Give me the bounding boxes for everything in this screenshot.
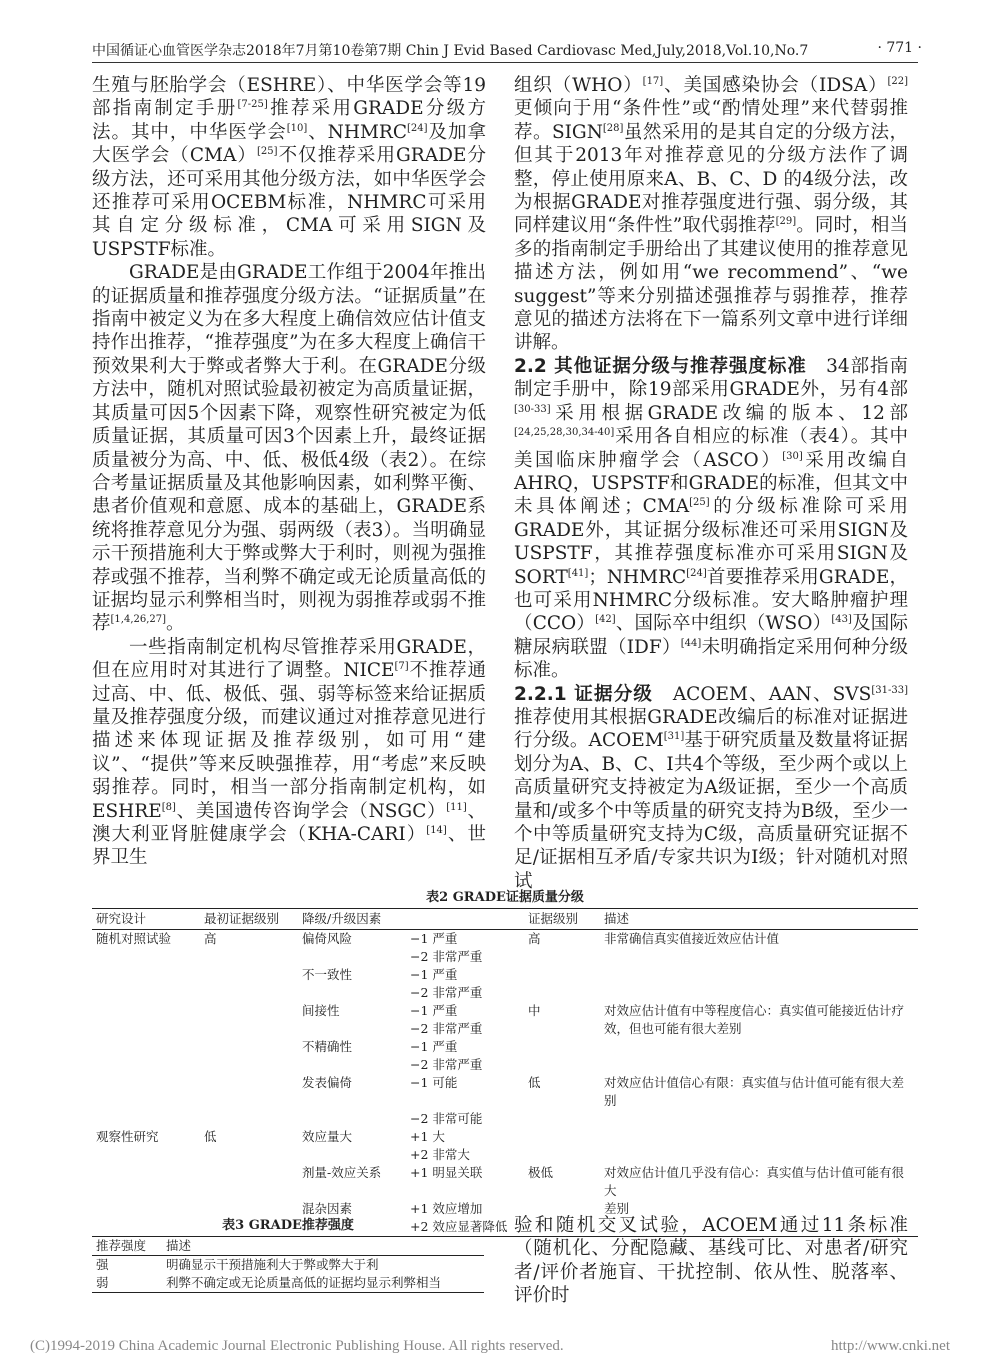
table-cell — [92, 984, 200, 1002]
table-cell: 效，但也可能有很大差别 — [604, 1021, 742, 1036]
table-cell: −2 非常严重 — [410, 949, 483, 964]
table-cell: −2 非常可能 — [410, 1111, 483, 1126]
paragraph: 组织（WHO）[17]、美国感染协会（IDSA）[22]更倾向于用“条件性”或“酌情处理”来代替弱推荐。SIGN[28]虽然采用的是其自定的分级方法，但其于2013年对推荐意见的分级方法作了调整，停止使用原来A、B、C、D 的4级分法，改为根据GRADE对推荐强度进行强、弱分级，其同样建议用“条件性”取代弱推荐[29]。同时，相当多的指南制定手册给出了其建议使用的推荐意见描述方法，例如用“we recommend”、“we suggest”等来分别描述强推荐与弱推荐，推荐意见的描述方法将在下一篇系列文章中进行详细讲解。 — [514, 75, 908, 354]
column-header: 推荐强度 — [92, 1237, 162, 1256]
table-cell — [524, 966, 600, 984]
table-cell — [524, 1110, 600, 1128]
table-cell: 强 — [96, 1257, 109, 1272]
table-cell — [92, 1146, 200, 1164]
table-cell: −1 严重 — [410, 1039, 458, 1054]
website: http://www.cnki.net — [830, 1338, 950, 1354]
table-row — [92, 1164, 918, 1200]
table-row — [92, 1020, 918, 1038]
table-cell: 对效应估计值几乎没有信心：真实值与估计值可能有很大 — [604, 1165, 905, 1198]
table-cell: +1 大 — [410, 1129, 445, 1144]
table-row — [92, 948, 918, 966]
table-cell: 间接性 — [302, 1003, 340, 1018]
right-column — [514, 74, 908, 893]
column-header: 证据级别 — [524, 909, 600, 930]
table-cell — [600, 1146, 918, 1164]
paragraph: 验和随机交叉试验，ACOEM通过11条标准（随机化、分配隐藏、基线可比、对患者/研究者/评价者施盲、干扰控制、依从性、脱落率、评价时 — [514, 1215, 908, 1307]
table-cell — [200, 1020, 298, 1038]
table-cell — [200, 1002, 298, 1020]
table-row — [92, 1002, 918, 1020]
left-column — [92, 74, 486, 870]
table-row — [92, 1074, 918, 1110]
table-cell — [600, 1128, 918, 1146]
table-cell: 发表偏倚 — [302, 1075, 353, 1090]
journal-citation: 中国循证心血管医学杂志2018年7月第10卷第7期 Chin J Evid Based Cardiovasc Med,July,2018,Vol.10,No.7 — [92, 43, 809, 59]
column-header: 描述 — [600, 909, 918, 930]
table-cell — [600, 948, 918, 966]
paragraph: 生殖与胚胎学会（ESHRE）、中华医学会等19部指南制定手册[7-25]推荐采用GRADE分级方法。其中，中华医学会[10]、NHMRC[24]及加拿大医学会（CMA）[25]不仅推荐采用GRADE分级方法，还可采用其他分级方法，如中华医学会还推荐可采用OCEBM标准，NHMRC可采用其自定分级标准，CMA可采用SIGN及USPSTF标准。 — [92, 75, 486, 260]
table-cell: 利弊不确定或无论质量高低的证据均显示利弊相当 — [162, 1274, 484, 1293]
table-cell — [524, 1038, 600, 1056]
table-cell — [600, 1038, 918, 1056]
table-cell — [524, 1020, 600, 1038]
table3 — [92, 1236, 484, 1293]
table-row — [92, 1056, 918, 1074]
table-cell — [298, 948, 406, 966]
table-cell — [92, 1020, 200, 1038]
table-cell: +2 非常大 — [410, 1147, 470, 1162]
table-cell — [200, 984, 298, 1002]
section-2-2-1: 2.2.1 证据分级 ACOEM、AAN、SVS[31-33]推荐使用其根据GRADE改编后的标准对证据进行分级。ACOEM[31]基于研究质量及数量将证据划分为A、B、C、I共4个等级，至少两个或以上高质量研究支持被定为A级证据，至少一个高质量和/或多个中等质量的研究支持为B级，至少一个中等质量研究支持为C级，高质量研究证据不足/证据相互矛盾/专家共识为Ⅰ级；针对随机对照试 — [514, 683, 908, 892]
column-header: 降级/升级因素 — [298, 909, 406, 930]
table-row — [92, 1038, 918, 1056]
table-cell — [200, 1038, 298, 1056]
table-cell — [600, 1056, 918, 1074]
page-number: · 771 · — [877, 40, 922, 56]
table-cell — [92, 1056, 200, 1074]
table-cell: 弱 — [92, 1274, 162, 1293]
table2-caption: 表2 GRADE证据质量分级 — [426, 890, 584, 905]
table-cell — [92, 1110, 200, 1128]
table-cell — [524, 984, 600, 1002]
table-cell — [524, 948, 600, 966]
table3-caption: 表3 GRADE推荐强度 — [222, 1218, 354, 1233]
table-cell — [298, 1110, 406, 1128]
table-cell: 极低 — [528, 1165, 554, 1180]
table-cell — [200, 1164, 298, 1200]
table-cell — [200, 1056, 298, 1074]
footer — [30, 1338, 980, 1355]
table-row — [92, 1128, 918, 1146]
column-header: 描述 — [162, 1237, 484, 1256]
table-cell: 对效应估计值信心有限：真实值与估计值可能有很大差别 — [604, 1075, 905, 1108]
column-header — [406, 909, 524, 930]
table-cell: 非常确信真实值接近效应估计值 — [604, 931, 780, 946]
table-cell: 对效应估计值有中等程度信心：真实值可能接近估计疗 — [604, 1003, 905, 1018]
table-cell — [524, 1146, 600, 1164]
table-cell — [298, 1146, 406, 1164]
table-cell: 差别 — [604, 1201, 630, 1216]
table-cell: 低 — [204, 1129, 217, 1144]
subsection-heading: 2.2.1 证据分级 — [514, 683, 654, 705]
table-cell — [92, 1002, 200, 1020]
table-row — [92, 1274, 484, 1293]
table-cell — [200, 966, 298, 984]
table-cell — [92, 1074, 200, 1110]
table-cell: +2 效应显著降低 — [406, 1218, 524, 1237]
section-heading: 2.2 其他证据分级与推荐强度标准 — [514, 355, 807, 377]
copyright: (C)1994-2019 China Academic Journal Electronic Publishing House. All rights reserved. — [30, 1338, 564, 1354]
table-cell: 中 — [528, 1003, 541, 1018]
paragraph: 一些指南制定机构尽管推荐采用GRADE，但在应用时对其进行了调整。NICE[7]不推荐通过高、中、低、极低、强、弱等标签来给证据质量及推荐强度分级，而建议通过对推荐意见进行描述来体现证据及推荐级别，如可用“建议”、“提供”等来反映强推荐，用“考虑”来反映弱推荐。同时，相当一部分指南制定机构，如ESHRE[8]、美国遗传咨询学会（NSGC）[11]、澳大利亚肾脏健康学会（KHA-CARI）[14]、世界卫生 — [92, 636, 486, 869]
table-row — [92, 1256, 484, 1275]
table-cell — [600, 984, 918, 1002]
right-column-continued — [514, 1214, 908, 1308]
table-cell — [298, 1020, 406, 1038]
table-cell: 不一致性 — [302, 967, 353, 982]
table-cell: 混杂因素 — [302, 1201, 353, 1216]
table-cell: +1 明显关联 — [410, 1165, 483, 1180]
table-cell: −1 严重 — [410, 1003, 458, 1018]
table-cell: −1 严重 — [410, 931, 458, 946]
table-cell — [92, 948, 200, 966]
table-cell: 高 — [528, 931, 541, 946]
table-cell — [298, 984, 406, 1002]
table-row — [92, 930, 918, 949]
section-2-2: 2.2 其他证据分级与推荐强度标准 34部指南制定手册中，除19部采用GRADE外，另有4部[30-33]采用根据GRADE改编的版本、12部[24,25,28,30,34-40]采用各自相应的标准（表4）。其中美国临床肿瘤学会（ASCO）[30]采用改编自AHRQ，USPSTF和GRADE的标准，但其文中未具体阐述；CMA[25]的分级标准除可采用GRADE外，其证据分级标准还可采用SIGN及USPSTF，其推荐强度标准亦可采用SIGN及SORT[41]；NHMRC[24]首要推荐采用GRADE，也可采用NHMRC分级标准。安大略肿瘤护理（CCO）[42]、国际卒中组织（WSO）[43]及国际糖尿病联盟（IDF）[44]未明确指定采用何种分级标准。 — [514, 355, 908, 682]
table-cell: 低 — [528, 1075, 541, 1090]
table-cell — [600, 1110, 918, 1128]
table-cell — [200, 1074, 298, 1110]
table-row — [92, 1146, 918, 1164]
table-cell: 随机对照试验 — [96, 931, 172, 946]
table-cell — [600, 966, 918, 984]
table-cell — [92, 966, 200, 984]
table-cell: 不精确性 — [302, 1039, 353, 1054]
table-cell — [524, 1128, 600, 1146]
table-cell — [200, 1110, 298, 1128]
table-row — [92, 984, 918, 1002]
table-cell: −1 严重 — [410, 967, 458, 982]
table-cell: −2 非常严重 — [410, 1057, 483, 1072]
table-cell — [200, 948, 298, 966]
table-cell: 观察性研究 — [96, 1129, 159, 1144]
paragraph: GRADE是由GRADE工作组于2004年推出的证据质量和推荐强度分级方法。“证据质量”在指南中被定义为在多大程度上确信效应估计值支持作出推荐，“推荐强度”为在多大程度上确信干预效果利大于弊或者弊大于利。在GRADE分级方法中，随机对照试验最初被定为高质量证据，其质量可因5个因素下降，观察性研究被定为低质量证据，其质量可因3个因素上升，最终证据质量被分为高、中、低、极低4级（表2）。在综合考量证据质量及其他影响因素，如利弊平衡、患者价值观和意愿、成本的基础上，GRADE系统将推荐意见分为强、弱两级（表3）。当明确显示干预措施利大于弊或弊大于利时，则视为强推荐或强不推荐，当利弊不确定或无论质量高低的证据均显示利弊相当时，则视为弱推荐或弱不推荐[1,4,26,27]。 — [92, 262, 486, 635]
table2 — [92, 908, 918, 1237]
table-cell — [524, 1056, 600, 1074]
table-cell: −2 非常严重 — [410, 985, 483, 1000]
table-cell: 明确显示干预措施利大于弊或弊大于利 — [166, 1257, 379, 1272]
table-cell — [92, 1164, 200, 1200]
table-cell — [200, 1146, 298, 1164]
table-cell: 剂量-效应关系 — [302, 1165, 382, 1180]
column-header: 研究设计 — [92, 909, 200, 930]
table-cell — [92, 1038, 200, 1056]
table-row — [92, 966, 918, 984]
table-row — [92, 1110, 918, 1128]
table-cell: 高 — [204, 931, 217, 946]
table-cell: 偏倚风险 — [302, 931, 353, 946]
table-cell: −1 可能 — [410, 1075, 458, 1090]
table-cell — [298, 1056, 406, 1074]
column-header: 最初证据级别 — [200, 909, 298, 930]
table-cell: −2 非常严重 — [410, 1021, 483, 1036]
header-rule — [92, 62, 918, 63]
table-cell: 效应量大 — [302, 1129, 353, 1144]
running-head — [92, 40, 922, 60]
table-cell: +1 效应增加 — [410, 1201, 483, 1216]
